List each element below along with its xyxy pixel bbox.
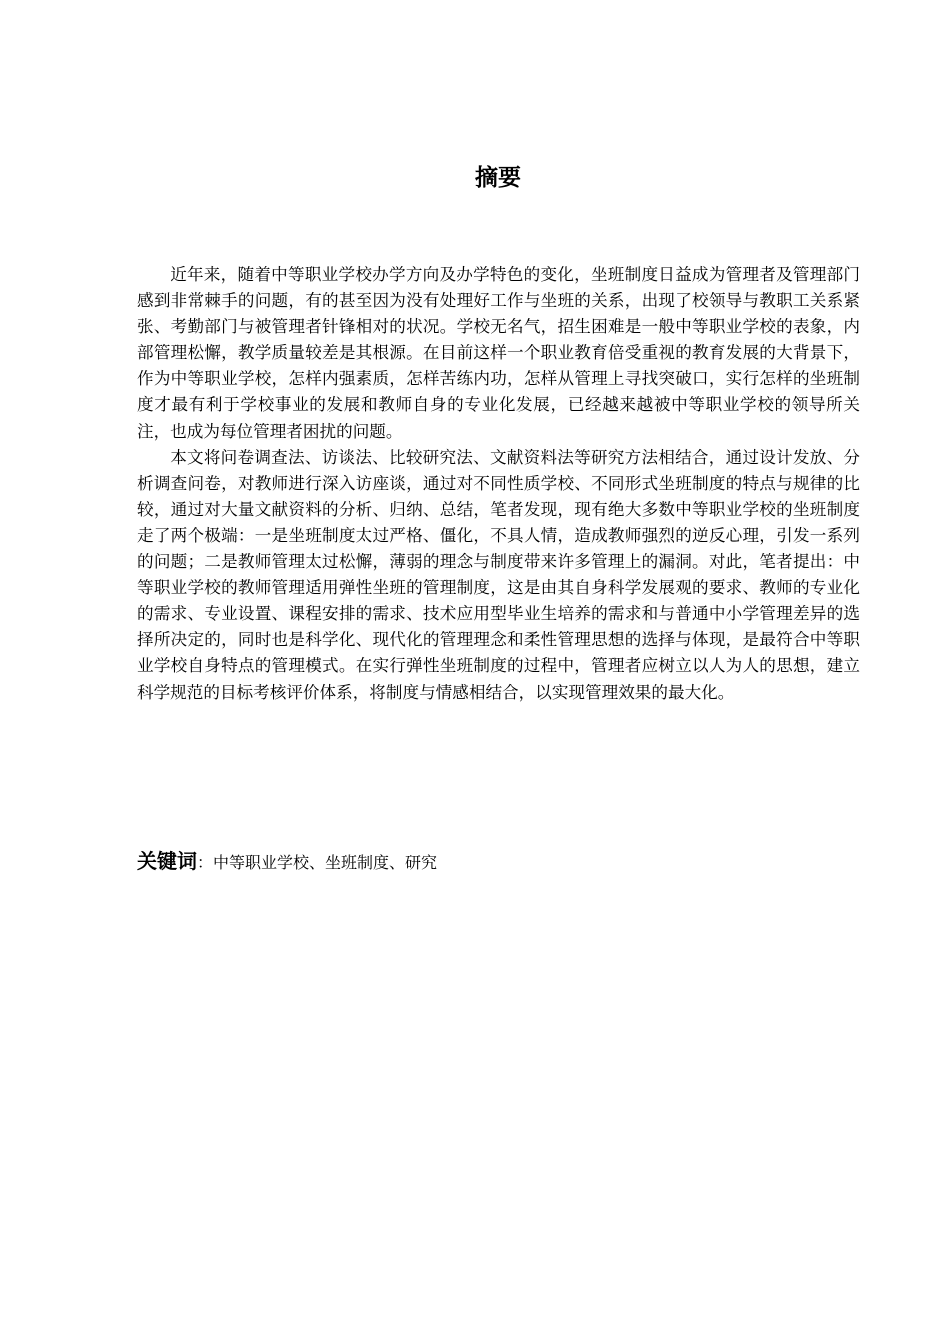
abstract-paragraph-1: 近年来，随着中等职业学校办学方向及办学特色的变化，坐班制度日益成为管理者及管理部门感到非常棘手的问题，有的甚至因为没有处理好工作与坐班的关系，出现了校领导与教职工关系紧张、考勤部门与被管理者针锋相对的状况。学校无名气，招生困难是一般中等职业学校的表象，内部管理松懈，教学质量较差是其根源。在目前这样一个职业教育倍受重视的教育发展的大背景下，作为中等职业学校，怎样内强素质，怎样苦练内功，怎样从管理上寻找突破口，实行怎样的坐班制度才最有利于学校事业的发展和教师自身的专业化发展，已经越来越被中等职业学校的领导所关注，也成为每位管理者困扰的问题。 [137,265,860,441]
keywords-label: 关键词 [137,849,197,873]
abstract-title: 摘要 [475,165,521,191]
abstract-paragraph-2: 本文将问卷调查法、访谈法、比较研究法、文献资料法等研究方法相结合，通过设计发放、分析调查问卷，对教师进行深入访座谈，通过对不同性质学校、不同形式坐班制度的特点与规律的比较，通过对大量文献资料的分析、归纳、总结，笔者发现，现有绝大多数中等职业学校的坐班制度走了两个极端：一是坐班制度太过严格、僵化，不具人情，造成教师强烈的逆反心理，引发一系列的问题；二是教师管理太过松懈，薄弱的理念与制度带来许多管理上的漏洞。对此，笔者提出：中等职业学校的教师管理适用弹性坐班的管理制度，这是由其自身科学发展观的要求、教师的专业化的需求、专业设置、课程安排的需求、技术应用型毕业生培养的需求和与普通中小学管理差异的选择所决定的，同时也是科学化、现代化的管理理念和柔性管理思想的选择与体现，是最符合中等职业学校自身特点的管理模式。在实行弹性坐班制度的过程中，管理者应树立以人为人的思想，建立科学规范的目标考核评价体系，将制度与情感相结合，以实现管理效果的最大化。 [137,447,860,702]
keywords-colon: ： [197,853,214,872]
keywords-text: 中等职业学校、坐班制度、研究 [213,853,438,872]
abstract-body [137,262,860,706]
keywords-line [137,845,860,874]
